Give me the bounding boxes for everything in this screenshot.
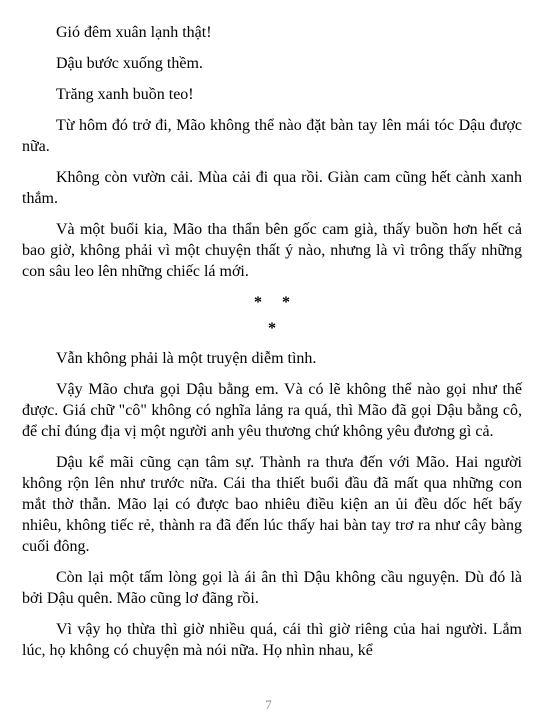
paragraph-9: Dậu kể mãi cũng cạn tâm sự. Thành ra thưa đến với Mão. Hai người không rộn lên như trước nữa. Cái tha thiết buổi đầu đã mất qua những con mắt thờ thẫn. Mão lại có được bao nhiêu điều kiện an ủi đều dốc hết bấy nhiêu, không tiếc rẻ, thành ra đã đến lúc thấy hai bàn tay trơ ra như cây bàng cuối đông.	[22, 454, 522, 555]
paragraph-11: Vì vậy họ thừa thì giờ nhiều quá, cái thì giờ riêng của hai người. Lắm lúc, họ không có chuyện mà nói nữa. Họ nhìn nhau, kể	[22, 621, 522, 659]
document-page	[22, 22, 522, 671]
section-separator-line-1: * *	[254, 294, 290, 311]
page-number: 7	[265, 697, 272, 712]
section-separator-line-2: *	[268, 320, 276, 337]
paragraph-8: Vậy Mão chưa gọi Dậu bằng em. Và có lẽ không thể nào gọi như thế được. Giá chữ "cô" không có nghĩa lảng ra quá, thì Mão đã gọi Dậu bằng cô, để chỉ đúng địa vị một người anh yêu thương chứ không yêu đương gì cả.	[22, 381, 522, 440]
paragraph-4: Từ hôm đó trở đi, Mão không thể nào đặt bàn tay lên mái tóc Dậu được nữa.	[22, 117, 522, 155]
paragraph-5: Không còn vườn cải. Mùa cải đi qua rồi. Giàn cam cũng hết cành xanh thắm.	[22, 169, 522, 207]
paragraph-10: Còn lại một tấm lòng gọi là ái ân thì Dậu không cầu nguyện. Dù đó là bởi Dậu quên. Mão cũng lơ đãng rồi.	[22, 569, 522, 607]
paragraph-2: Dậu bước xuống thềm.	[56, 55, 203, 72]
paragraph-7: Vẫn không phải là một truyện diễm tình.	[56, 350, 317, 367]
paragraph-6: Và một buổi kia, Mão tha thẩn bên gốc cam già, thấy buồn hơn hết cả bao giờ, không phải vì một chuyện thất ý nào, nhưng là vì trông thấy những con sâu leo lên những chiếc lá mới.	[22, 221, 522, 280]
paragraph-3: Trăng xanh buồn teo!	[56, 86, 194, 103]
paragraph-1: Gió đêm xuân lạnh thật!	[56, 24, 212, 41]
